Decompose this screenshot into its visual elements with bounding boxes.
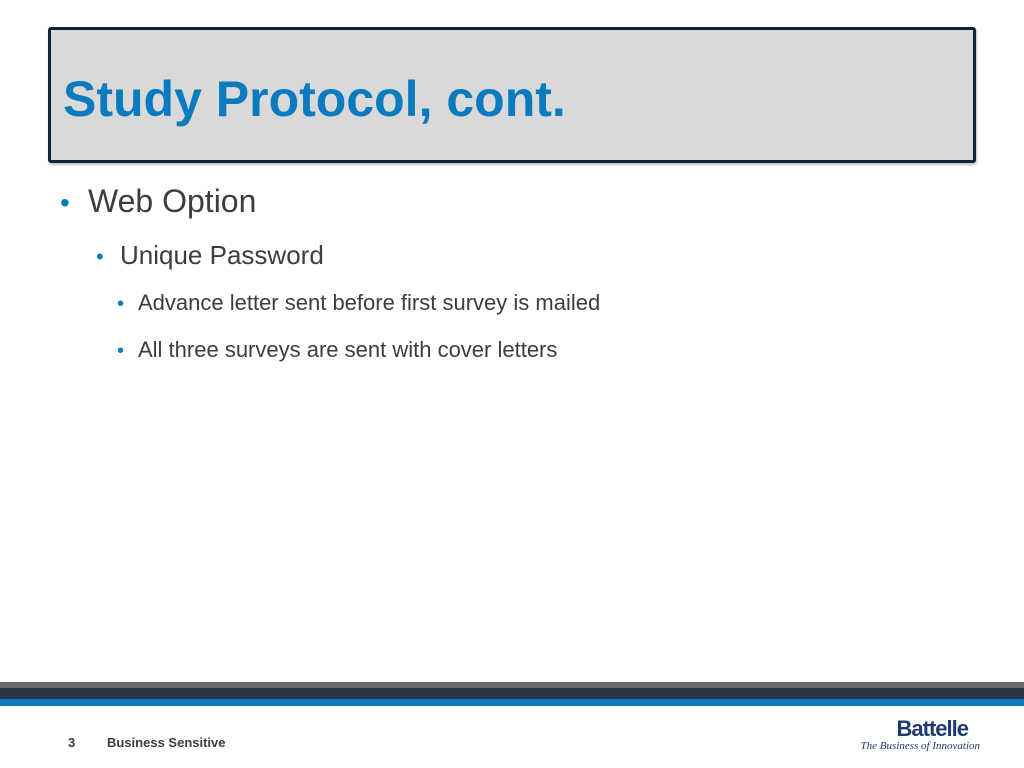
- logo-word: Battelle: [896, 716, 968, 741]
- title-box: [48, 27, 976, 163]
- bullet-text: Unique Password: [120, 240, 324, 270]
- logo-tagline: The Business of Innovation: [860, 740, 980, 752]
- footer-band-dark: [0, 682, 1024, 699]
- classification-label: Business Sensitive: [107, 735, 226, 750]
- footer-band-blue: [0, 699, 1024, 706]
- bullet-text: Web Option: [88, 183, 257, 219]
- slide-title: Study Protocol, cont.: [63, 71, 566, 127]
- bullet-cover-letters: [117, 335, 557, 366]
- bullet-advance-letter: [117, 288, 600, 319]
- bullet-text: All three surveys are sent with cover letters: [138, 337, 558, 362]
- bullet-marker: •: [117, 340, 125, 362]
- bullet-text: Advance letter sent before first survey is mailed: [138, 290, 601, 315]
- bullet-marker: •: [117, 293, 125, 315]
- page-number: 3: [68, 735, 76, 750]
- bullet-web-option: [60, 181, 256, 223]
- bullet-marker: •: [96, 244, 104, 269]
- bullet-unique-password: [96, 238, 324, 274]
- battelle-logo: [850, 716, 990, 756]
- bullet-marker: •: [60, 187, 70, 218]
